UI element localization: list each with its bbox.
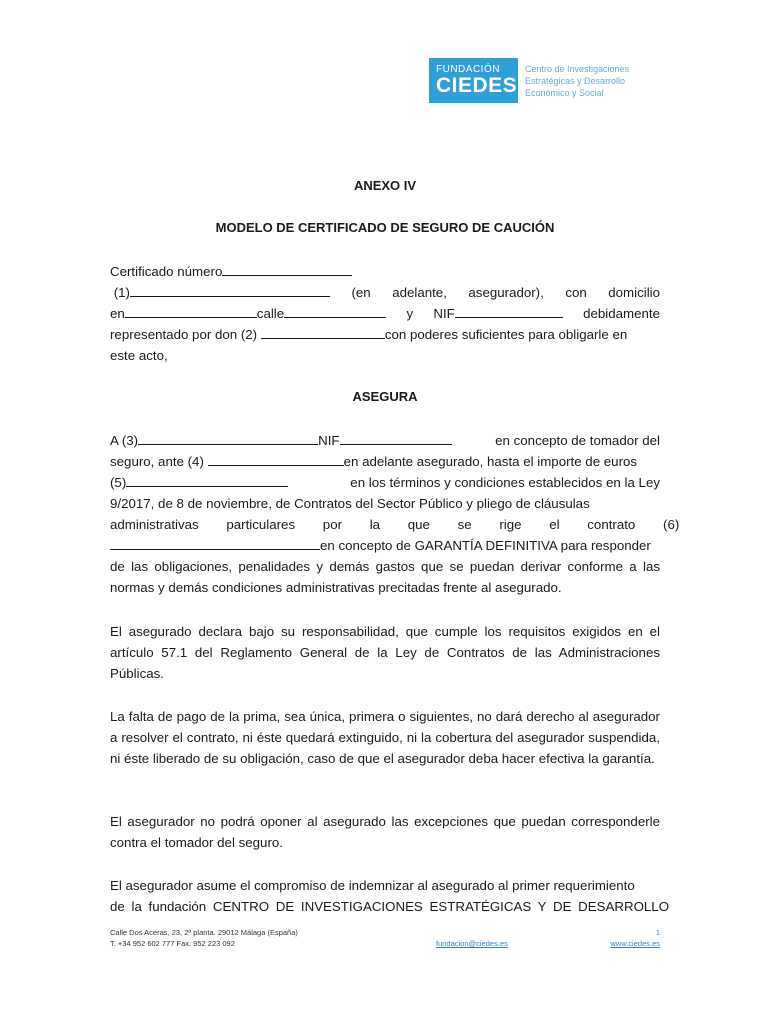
text-line: (5) en los términos y condiciones establecidos en la Ley xyxy=(110,475,660,490)
ciedes-logo xyxy=(429,58,518,103)
text-line: seguro, ante (4) en adelante asegurado, hasta el importe de euros xyxy=(110,454,638,469)
footer-address: Calle Dos Aceras, 23, 2ª planta. 29012 Málaga (España) xyxy=(110,928,298,937)
header-logo xyxy=(429,58,655,103)
text-line: 9/2017, de 8 de noviembre, de Contratos del Sector Público y pliego de cláusulas xyxy=(110,496,590,511)
logo-tagline: Centro de Investigaciones Estratégicas y Desarrollo Económico y Social xyxy=(525,63,630,98)
text-line: este acto, xyxy=(110,348,168,363)
certificate-number-line xyxy=(110,261,660,282)
annex-title: ANEXO IV xyxy=(353,178,417,193)
text-line: en concepto de GARANTÍA DEFINITIVA para responder xyxy=(110,535,660,556)
logo-line1: FUNDACIÓN xyxy=(436,64,500,75)
text-line: A (3) NIF en concepto de tomador del xyxy=(110,433,660,448)
certificate-number-label: Certificado número xyxy=(110,264,223,279)
paragraph-commitment xyxy=(110,875,670,917)
text-line: representado por don (2) con poderes suficientes para obligarle en xyxy=(110,327,628,342)
paragraph-exceptions: El asegurador no podrá oponer al asegurado las excepciones que puedan corresponderle contra el tomador del seguro. xyxy=(110,814,660,850)
paragraph-declaration: El asegurado declara bajo su responsabilidad, que cumple los requisitos exigidos en el artículo 57.1 del Reglamento General de la Ley de Contratos de las Administraciones Públicas. xyxy=(110,624,660,681)
text-block: de las obligaciones, penalidades y demás gastos que se puedan derivar conforme a las normas y demás condiciones administrativas precitadas frente al asegurado. xyxy=(110,559,660,595)
text-line: (1) (en adelante, asegurador), con domicilio xyxy=(113,285,660,300)
text-line: de la fundación CENTRO DE INVESTIGACIONES ESTRATÉGICAS Y DE DESARROLLO xyxy=(110,899,670,914)
blank-field xyxy=(222,262,352,276)
footer-phone: T. +34 952 602 777 Fax. 952 223 092 xyxy=(110,939,235,948)
asegura-heading: ASEGURA xyxy=(352,389,418,404)
paragraph-insurer xyxy=(110,282,660,366)
page-footer xyxy=(110,927,660,949)
document-title: MODELO DE CERTIFICADO DE SEGURO DE CAUCIÓN xyxy=(215,220,555,235)
paragraph-premium: La falta de pago de la prima, sea única, primera o siguientes, no dará derecho al asegurador a resolver el contrato, ni éste quedará extinguido, ni la cobertura del asegurador suspendida, ni éste liberado de su obligación, caso de que el asegurador deba hacer efectiva la garantía. xyxy=(110,709,660,766)
paragraph-asegura xyxy=(110,430,680,598)
page-number: 1 xyxy=(655,928,660,937)
text-line: en calle y NIF debidamente xyxy=(110,306,660,321)
logo-line2: CIEDES xyxy=(436,74,518,97)
text-line: El asegurador asume el compromiso de indemnizar al asegurado al primer requerimiento xyxy=(110,878,635,893)
footer-email-link[interactable]: fundacion@ciedes.es xyxy=(436,939,508,948)
footer-web-link[interactable]: www.ciedes.es xyxy=(610,939,660,948)
text-line: administrativas particulares por la que se rige el contrato (6) xyxy=(110,517,680,532)
